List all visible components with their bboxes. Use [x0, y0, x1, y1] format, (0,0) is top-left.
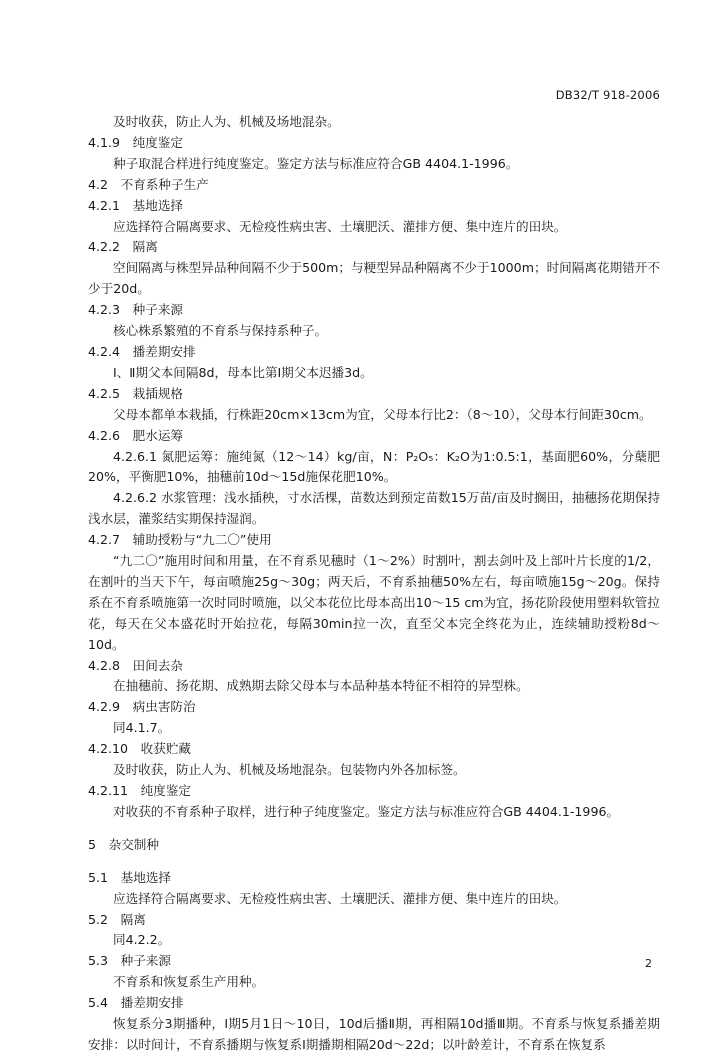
section-heading: 4.2.3 种子来源 [88, 302, 184, 318]
section-heading: 4.2 不育系种子生产 [88, 176, 209, 192]
document-body [88, 112, 660, 1056]
section-gap [88, 856, 660, 868]
section-heading: 4.2.9 病虫害防治 [88, 699, 196, 715]
body-paragraph: “九二〇”施用时间和用量，在不育系见穗时（1～2%）时割叶，割去剑叶及上部叶片长度的1/2，在割叶的当天下午，每亩喷施25g～30g；两天后，不育系抽穗50%左右，每亩喷施15g～20g。保持系在不育系喷施第一次时同时喷施，以父本花位比母本高出10～15 cm为宜，扬花阶段使用塑料软管拉花，每天在父本盛花时开始拉花，每隔30min拉一次，直至父本完全终花为止，连续辅助授粉8d～10d。 [88, 553, 660, 652]
body-paragraph: 不育系和恢复系生产用种。 [113, 974, 265, 990]
section-heading: 5.2 隔离 [88, 911, 146, 927]
body-paragraph: 在抽穗前、扬花期、成熟期去除父母本与本品种基本特征不相符的异型株。 [113, 678, 529, 694]
body-paragraph: 4.2.6.1 氮肥运筹：施纯氮（12～14）kg/亩，N：P₂O₅：K₂O为1:0.5:1，基面肥60%，分蘖肥20%，平衡肥10%，抽穗前10d～15d施保花肥10%。 [88, 448, 660, 485]
section-heading: 4.2.5 栽插规格 [88, 385, 184, 401]
body-paragraph: 同4.2.2。 [113, 932, 171, 948]
section-heading: 4.2.6 肥水运筹 [88, 427, 184, 443]
body-paragraph: 空间隔离与株型异品种间隔不少于500m；与粳型异品种隔离不少于1000m；时间隔离花期错开不少于20d。 [88, 260, 660, 297]
body-paragraph: 4.2.6.2 水浆管理：浅水插秧，寸水活棵，苗数达到预定苗数15万苗/亩及时搁田，抽穗扬花期保持浅水层，灌浆结实期保持湿润。 [88, 490, 660, 527]
section-heading: 4.2.10 收获贮藏 [88, 741, 192, 757]
section-heading: 4.2.7 辅助授粉与“九二〇”使用 [88, 532, 272, 548]
section-heading: 4.2.1 基地选择 [88, 197, 184, 213]
body-paragraph: 恢复系分3期播种，Ⅰ期5月1日～10日，10d后播Ⅱ期，再相隔10d播Ⅲ期。不育系与恢复系播差期安排：以时间计，不育系播期与恢复系Ⅰ期播期相隔20d～22d；以叶龄差计，不育系在恢复系 [88, 1016, 660, 1052]
body-paragraph: Ⅰ、Ⅱ期父本间隔8d，母本比第Ⅰ期父本迟播3d。 [113, 364, 373, 380]
body-paragraph: 应选择符合隔离要求、无检疫性病虫害、土壤肥沃、灌排方便、集中连片的田块。 [113, 218, 567, 234]
page-number: 2 [645, 957, 652, 970]
section-gap [88, 823, 660, 835]
section-heading: 5.4 播差期安排 [88, 995, 184, 1011]
body-paragraph: 及时收获，防止人为、机械及场地混杂。包装物内外各加标签。 [113, 762, 466, 778]
body-paragraph: 种子取混合样进行纯度鉴定。鉴定方法与标准应符合GB 4404.1-1996。 [113, 155, 519, 171]
body-paragraph: 核心株系繁殖的不育系与保持系种子。 [113, 323, 328, 339]
body-paragraph: 对收获的不育系种子取样，进行种子纯度鉴定。鉴定方法与标准应符合GB 4404.1-1996。 [113, 803, 620, 819]
body-paragraph: 同4.1.7。 [113, 720, 171, 736]
section-heading: 5.1 基地选择 [88, 869, 171, 885]
body-paragraph: 父母本都单本栽插，行株距20cm×13cm为宜，父母本行比2：（8～10），父母本行间距30cm。 [113, 406, 652, 422]
section-heading: 5.3 种子来源 [88, 953, 171, 969]
section-heading: 4.2.8 田间去杂 [88, 657, 184, 673]
section-heading: 4.2.2 隔离 [88, 239, 158, 255]
section-heading: 4.1.9 纯度鉴定 [88, 134, 184, 150]
standard-code: DB32/T 918-2006 [555, 88, 660, 102]
section-heading: 4.2.4 播差期安排 [88, 343, 196, 359]
body-paragraph: 应选择符合隔离要求、无检疫性病虫害、土壤肥沃、灌排方便、集中连片的田块。 [113, 890, 567, 906]
body-paragraph: 及时收获，防止人为、机械及场地混杂。 [113, 114, 340, 129]
section-heading: 5 杂交制种 [88, 836, 159, 852]
section-heading: 4.2.11 纯度鉴定 [88, 783, 192, 798]
